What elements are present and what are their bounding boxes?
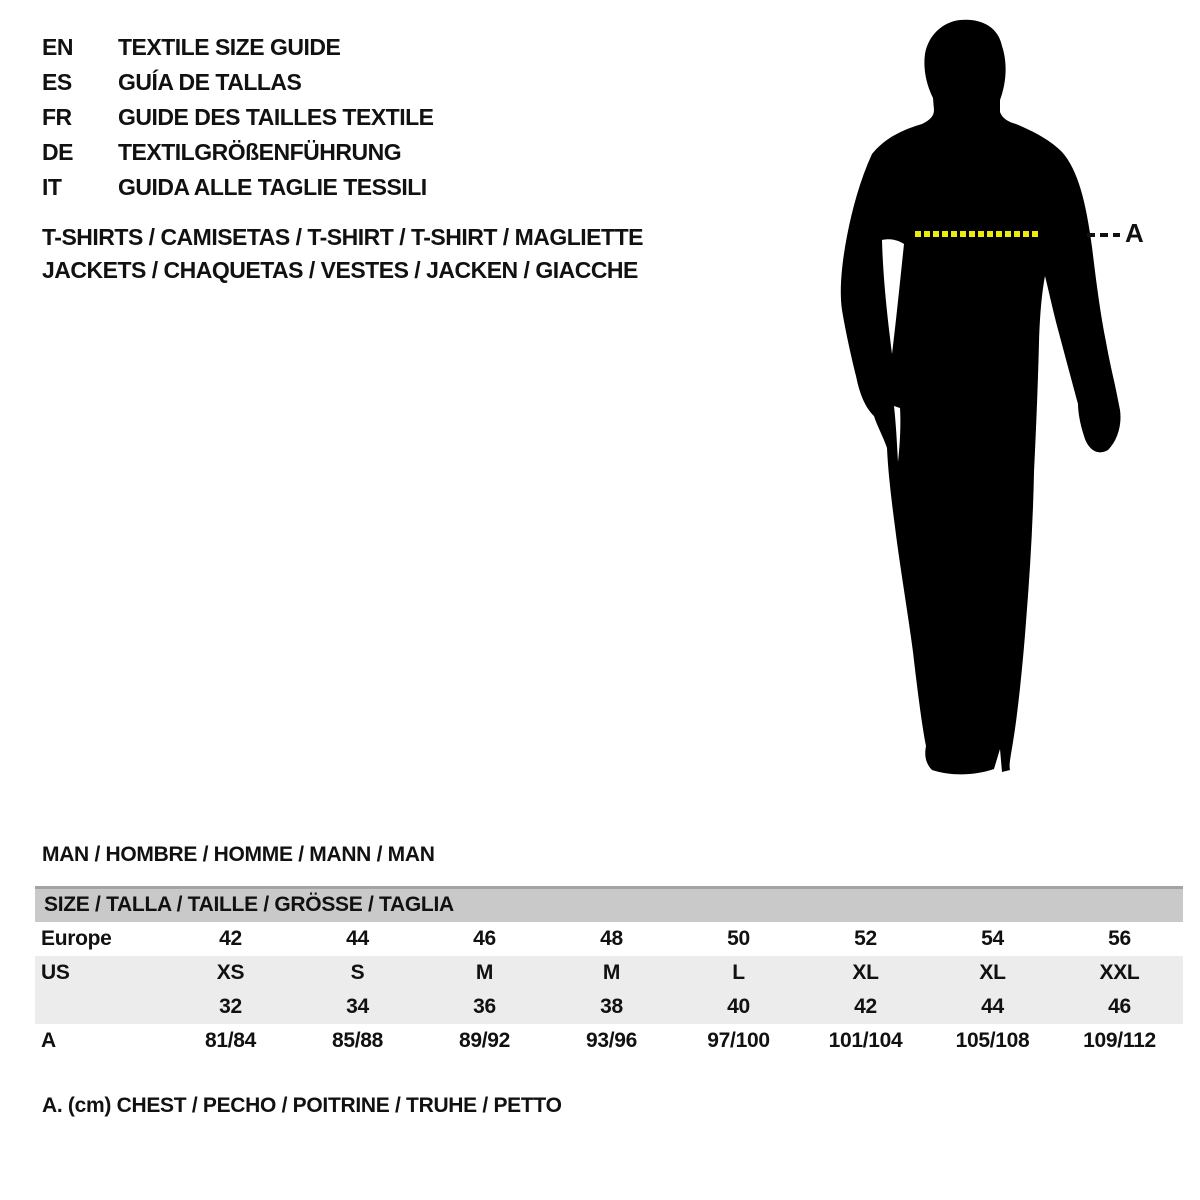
language-code: IT — [42, 174, 62, 200]
row-label: US — [41, 961, 70, 984]
man-silhouette-path — [841, 20, 1121, 775]
table-cell: 34 — [346, 995, 369, 1018]
measure-label-a: A — [1125, 218, 1144, 248]
table-cell: 52 — [854, 927, 877, 950]
table-cell: 81/84 — [204, 1029, 257, 1052]
measure-callout-dashes — [1087, 233, 1120, 237]
table-cell: 85/88 — [331, 1029, 384, 1052]
table-cell: 38 — [600, 995, 623, 1018]
row-label: Europe — [41, 927, 112, 950]
man-silhouette — [830, 12, 1130, 792]
language-row — [42, 65, 434, 100]
language-label: TEXTILGRÖßENFÜHRUNG — [118, 139, 402, 165]
table-row-chest-a — [35, 1024, 1183, 1058]
category-tshirts: T-SHIRTS / CAMISETAS / T-SHIRT / T-SHIRT / MAGLIETTE — [42, 224, 643, 250]
language-label: GUÍA DE TALLAS — [118, 69, 302, 95]
table-cell: 40 — [727, 995, 750, 1018]
table-cell: 42 — [854, 995, 877, 1018]
table-cell: 44 — [346, 927, 369, 950]
table-cell: 32 — [219, 995, 242, 1018]
category-jackets: JACKETS / CHAQUETAS / VESTES / JACKEN / GIACCHE — [42, 257, 638, 283]
table-cell: 89/92 — [458, 1029, 511, 1052]
language-row — [42, 170, 434, 205]
table-cell: 42 — [219, 927, 242, 950]
language-row — [42, 100, 434, 135]
category-lines — [42, 221, 643, 287]
table-cell: 44 — [981, 995, 1004, 1018]
table-cell: 105/108 — [955, 1029, 1030, 1052]
table-cell: M — [475, 961, 494, 984]
table-cell: 48 — [600, 927, 623, 950]
chest-measure-line — [915, 231, 1039, 237]
size-table — [35, 886, 1183, 1058]
table-row-numeric — [35, 990, 1183, 1024]
table-cell: L — [732, 961, 745, 984]
row-label — [35, 990, 167, 1024]
table-cell: 97/100 — [707, 1029, 770, 1052]
language-code: EN — [42, 34, 73, 60]
table-cell: 50 — [727, 927, 750, 950]
table-cell: 54 — [981, 927, 1004, 950]
table-cell: 56 — [1108, 927, 1131, 950]
table-cell: 93/96 — [585, 1029, 638, 1052]
language-row — [42, 135, 434, 170]
table-cell: 109/112 — [1083, 1029, 1156, 1052]
table-cell: XS — [216, 961, 245, 984]
row-label: A — [41, 1029, 56, 1052]
table-row-us — [35, 956, 1183, 990]
language-label: GUIDA ALLE TAGLIE TESSILI — [118, 174, 427, 200]
language-label: GUIDE DES TAILLES TEXTILE — [118, 104, 434, 130]
table-cell: XL — [852, 961, 879, 984]
footnote-measure-a: A. (cm) CHEST / PECHO / POITRINE / TRUHE / PETTO — [42, 1094, 562, 1117]
language-label: TEXTILE SIZE GUIDE — [118, 34, 341, 60]
table-cell: 36 — [473, 995, 496, 1018]
language-code: DE — [42, 139, 73, 165]
table-row-europe — [35, 922, 1183, 956]
table-cell: M — [602, 961, 621, 984]
table-cell: 101/104 — [828, 1029, 903, 1052]
language-list — [42, 30, 434, 205]
table-cell: XXL — [1099, 961, 1140, 984]
table-cell: S — [350, 961, 365, 984]
language-code: FR — [42, 104, 72, 130]
language-code: ES — [42, 69, 72, 95]
table-cell: XL — [979, 961, 1006, 984]
table-cell: 46 — [473, 927, 496, 950]
size-figure — [830, 12, 1170, 792]
table-cell: 46 — [1108, 995, 1131, 1018]
size-table-header: SIZE / TALLA / TAILLE / GRÖSSE / TAGLIA — [35, 886, 1183, 922]
language-row — [42, 30, 434, 65]
section-title-man: MAN / HOMBRE / HOMME / MANN / MAN — [42, 843, 435, 866]
